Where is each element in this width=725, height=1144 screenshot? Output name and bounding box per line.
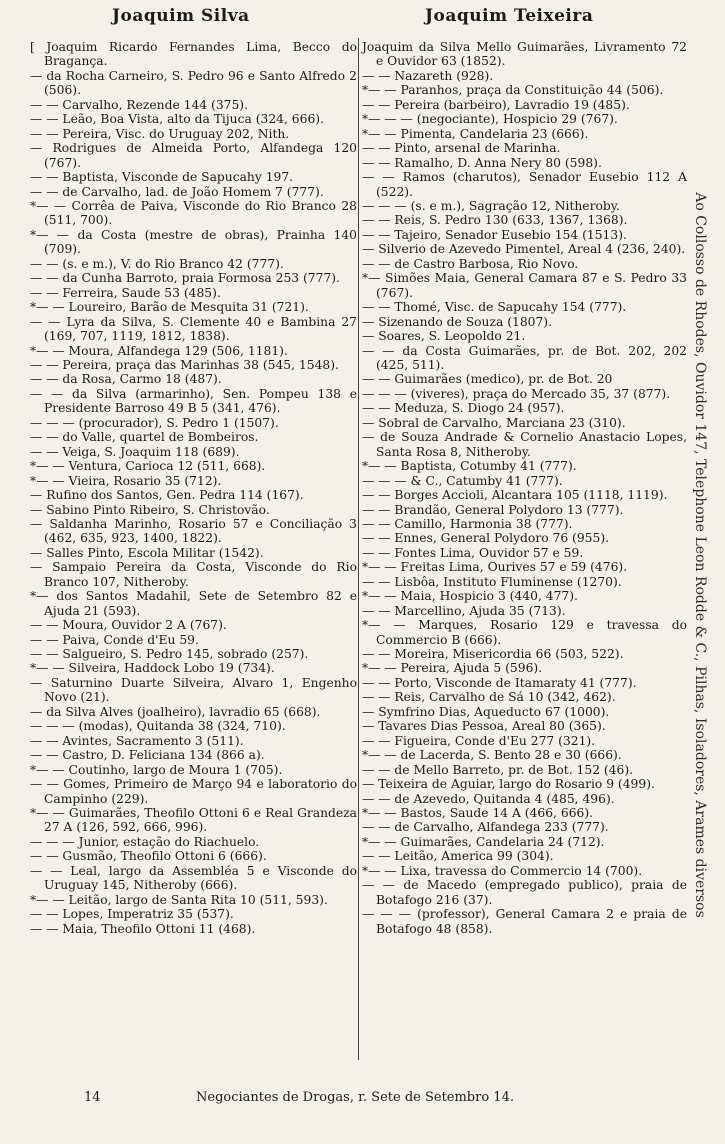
directory-entry: — Teixeira de Aguiar, largo do Rosario 9 (499). [362,777,655,792]
directory-entry: — — Gomes, Primeiro de Março 94 e laboratorio do Campinho (229). [30,777,357,806]
directory-entry: — — Avintes, Sacramento 3 (511). [30,733,244,748]
directory-entry: *— — Loureiro, Barão de Mesquita 31 (721). [30,300,309,315]
directory-entry: — — Camillo, Harmonia 38 (777). [362,516,573,531]
directory-entry: — — Ennes, General Polydoro 76 (955). [362,531,610,546]
directory-entry: *— — Lixa, travessa do Commercio 14 (700). [362,863,643,878]
directory-entry: — — Baptista, Visconde de Sapucahy 197. [30,170,294,185]
directory-entry: — Soares, S. Leopoldo 21. [362,329,526,344]
footer-advertisement: Negociantes de Drogas, r. Sete de Setembro 14. [196,1090,514,1105]
directory-entry: — — da Rosa, Carmo 18 (487). [30,372,222,387]
directory-entry: — Silverio de Azevedo Pimentel, Areal 4 (236, 240). [362,242,686,257]
directory-entry: *— — Freitas Lima, Ourives 57 e 59 (476). [362,560,628,575]
directory-entry: — — Moreira, Misericordia 66 (503, 522). [362,647,624,662]
directory-entry: — Sobral de Carvalho, Marciana 23 (310). [362,415,626,430]
directory-entry: — da Silva Alves (joalheiro), lavradio 65 (668). [30,704,321,719]
directory-entry: *— — Baptista, Cotumby 41 (777). [362,459,577,474]
directory-entry: — — — (viveres), praça do Mercado 35, 37 (877). [362,386,671,401]
directory-entry: — — de Macedo (empregado publico), praia de Botafogo 216 (37). [362,878,687,907]
directory-entry: — Sampaio Pereira da Costa, Visconde do Rio Branco 107, Nitheroby. [30,560,357,589]
directory-entry: — — Paiva, Conde d'Eu 59. [30,632,199,647]
directory-entry: — — Meduza, S. Diogo 24 (957). [362,401,565,416]
directory-entry: — — de Castro Barbosa, Rio Novo. [362,256,579,271]
directory-entry: — — Leitão, America 99 (304). [362,849,554,864]
directory-entry: — — Porto, Visconde de Itamaraty 41 (777). [362,675,637,690]
directory-entry: — da Rocha Carneiro, S. Pedro 96 e Santo Alfredo 2 (506). [30,68,357,98]
directory-entry: — — Brandão, General Polydoro 13 (777). [362,502,624,517]
directory-entry: *— — Guimarães, Candelaria 24 (712). [362,834,605,849]
right-column [362,40,687,936]
directory-entry: *— Simões Maia, General Camara 87 e S. Pedro 33 (767). [362,271,687,300]
directory-entry: *— — de Lacerda, S. Bento 28 e 30 (666). [362,748,622,763]
directory-entry: — Rufino dos Santos, Gen. Pedra 114 (167). [30,488,304,503]
directory-entry: — — Reis, Carvalho de Sá 10 (342, 462). [362,690,616,705]
directory-entry: — — (s. e m.), V. do Rio Branco 42 (777). [30,256,284,271]
directory-entry: — — Figueira, Conde d'Eu 277 (321). [362,733,596,748]
directory-entry: — — Moura, Ouvidor 2 A (767). [30,618,227,633]
sidebar-advertisement [684,140,716,970]
sidebar-ad-text: Ao Collosso de Rhodes, Ouvidor 147, Telephone Leon Rodde & C., Pilhas, Isoladores, Arames diversos [692,192,708,918]
directory-entry: — — Salgueiro, S. Pedro 145, sobrado (257). [30,647,309,662]
directory-entry: *— — Vieira, Rosario 35 (712). [30,473,222,488]
running-header-right: Joaquim Teixeira [425,6,594,26]
directory-entry: — — Tajeiro, Senador Eusebio 154 (1513). [362,227,627,242]
directory-entry: — — de Carvalho, lad. de João Homem 7 (777). [30,184,324,199]
directory-entry: — — Castro, D. Feliciana 134 (866 a). [30,748,265,763]
directory-entry: — Rodrigues de Almeida Porto, Alfandega 120 (767). [30,141,357,170]
directory-entry: — — da Cunha Barroto, praia Formosa 253 (777). [30,271,340,286]
directory-entry: *— — Corrêa de Paiva, Visconde do Rio Branco 28 (511, 700). [30,198,357,228]
directory-entry: *— — Paranhos, praça da Constituição 44 (506). [362,83,664,98]
directory-entry: — — Veiga, S. Joaquim 118 (689). [30,444,240,459]
directory-entry: — — — Junior, estação do Riachuelo. [30,834,260,849]
directory-entry: — Tavares Dias Pessoa, Areal 80 (365). [362,719,606,734]
directory-entry: — Salles Pinto, Escola Militar (1542). [30,545,264,560]
directory-entry: Joaquim da Silva Mello Guimarães, Livramento 72 e Ouvidor 63 (1852). [362,40,687,69]
directory-entry: [ Joaquim Ricardo Fernandes Lima, Becco do Bragança. [30,40,357,69]
directory-entry: *— — Silveira, Haddock Lobo 19 (734). [30,661,275,676]
directory-entry: — — — (procurador), S. Pedro 1 (1507). [30,415,279,430]
directory-entry: — — Marcellino, Ajuda 35 (713). [362,603,566,618]
directory-entry: — Saldanha Marinho, Rosario 57 e Conciliação 3 (462, 635, 923, 1400, 1822). [30,516,357,546]
directory-entry: — Sizenando de Souza (1807). [362,314,552,329]
directory-entry: — — de Carvalho, Alfandega 233 (777). [362,820,609,835]
directory-entry: — — Ramos (charutos), Senador Eusebio 112 A (522). [362,170,687,199]
directory-entry: — — Borges Accioli, Alcantara 105 (1118, 1119). [362,488,668,503]
directory-entry: — — Carvalho, Rezende 144 (375). [30,97,249,112]
directory-entry: *— — Leitão, largo de Santa Rita 10 (511, 593). [30,892,328,907]
directory-entry: *— — Pereira, Ajuda 5 (596). [362,661,543,676]
directory-entry: — — — (modas), Quitanda 38 (324, 710). [30,719,286,734]
directory-entry: *— — da Costa (mestre de obras), Prainha 140 (709). [30,227,357,257]
running-header-left: Joaquim Silva [112,6,250,26]
directory-entry: — — Ramalho, D. Anna Nery 80 (598). [362,155,602,170]
directory-entry: — — Pereira, praça das Marinhas 38 (545, 1548). [30,357,339,372]
directory-entry: — — Pereira, Visc. do Uruguay 202, Nith. [30,126,290,141]
directory-entry: *— — Coutinho, largo de Moura 1 (705). [30,762,283,777]
directory-entry: *— — Moura, Alfandega 129 (506, 1181). [30,343,288,358]
directory-entry: — — da Costa Guimarães, pr. de Bot. 202, 202 (425, 511). [362,343,687,372]
directory-entry: — — Pereira (barbeiro), Lavradio 19 (485). [362,97,630,112]
directory-entry: — — Maia, Theofilo Ottoni 11 (468). [30,921,256,936]
left-column [30,40,357,936]
directory-entry: — — Lisbôa, Instituto Fluminense (1270). [362,574,622,589]
directory-entry: *— — Guimarães, Theofilo Ottoni 6 e Real Grandeza 27 A (126, 592, 666, 996). [30,806,357,835]
directory-entry: — — Gusmão, Theofilo Ottoni 6 (666). [30,849,267,864]
directory-entry: — Symfrino Dias, Aqueducto 67 (1000). [362,704,610,719]
directory-entry: *— — Marques, Rosario 129 e travessa do Commercio B (666). [362,618,687,647]
directory-entry: *— — — (negociante), Hospicio 29 (767). [362,112,618,127]
page-number: 14 [84,1090,101,1105]
directory-entry: *— — Maia, Hospicio 3 (440, 477). [362,589,578,604]
directory-entry: — Sabino Pinto Ribeiro, S. Christovão. [30,502,270,517]
directory-entry: — — Leal, largo da Assembléa 5 e Visconde do Uruguay 145, Nitheroby (666). [30,863,357,893]
directory-entry: — — Ferreira, Saude 53 (485). [30,285,221,300]
column-divider [358,38,359,1060]
directory-entry: — — Lyra da Silva, S. Clemente 40 e Bambina 27 (169, 707, 1119, 1812, 1838). [30,314,357,344]
directory-entry: — — Reis, S. Pedro 130 (633, 1367, 1368). [362,213,628,228]
directory-entry: — — Fontes Lima, Ouvidor 57 e 59. [362,545,584,560]
directory-entry: — — do Valle, quartel de Bombeiros. [30,430,259,445]
directory-entry: — — de Mello Barreto, pr. de Bot. 152 (46). [362,762,634,777]
directory-entry: *— — Pimenta, Candelaria 23 (666). [362,126,589,141]
directory-entry: — — Guimarães (medico), pr. de Bot. 20 [362,372,613,387]
directory-entry: — — de Azevedo, Quitanda 4 (485, 496). [362,791,615,806]
directory-entry: *— dos Santos Madahil, Sete de Setembro 82 e Ajuda 21 (593). [30,589,357,618]
directory-entry: — — — (professor), General Camara 2 e praia de Botafogo 48 (858). [362,907,687,936]
directory-entry: — — — & C., Catumby 41 (777). [362,473,563,488]
directory-entry: — de Souza Andrade & Cornelio Anastacio Lopes, Santa Rosa 8, Nitheroby. [362,430,687,459]
directory-entry: *— — Bastos, Saude 14 A (466, 666). [362,806,594,821]
directory-entry: — Saturnino Duarte Silveira, Alvaro 1, Engenho Novo (21). [30,675,357,705]
directory-entry: — — Lopes, Imperatriz 35 (537). [30,907,234,922]
directory-entry: — — Leão, Boa Vista, alto da Tijuca (324, 666). [30,112,324,127]
directory-entry: *— — Ventura, Carioca 12 (511, 668). [30,459,266,474]
directory-entry: — — Pinto, arsenal de Marinha. [362,141,561,156]
directory-entry: — — da Silva (armarinho), Sen. Pompeu 138 e Presidente Barroso 49 B 5 (341, 476). [30,386,357,416]
directory-entry: — — — (s. e m.), Sagração 12, Nitheroby. [362,198,620,213]
directory-entry: — — Thomé, Visc. de Sapucahy 154 (777). [362,300,627,315]
directory-entry: — — Nazareth (928). [362,68,494,83]
